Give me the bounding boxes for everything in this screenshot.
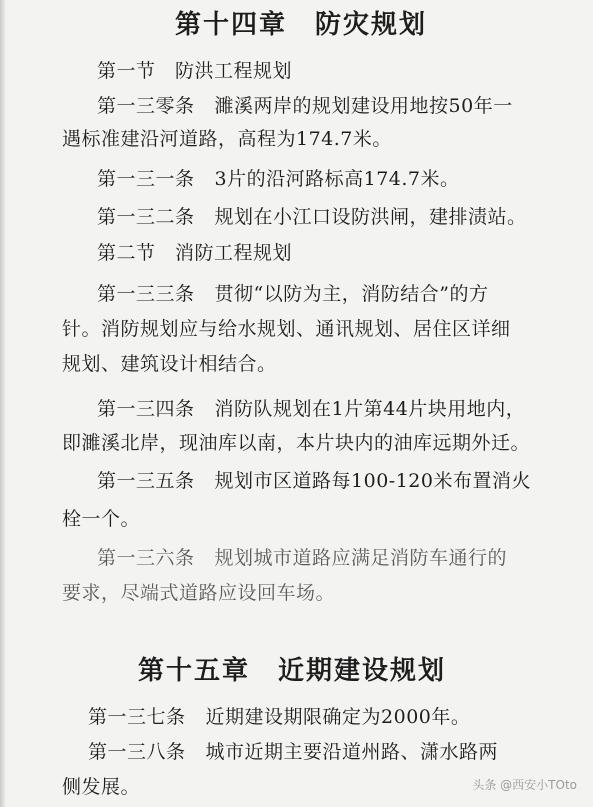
article-134 xyxy=(97,398,525,420)
page-edge-shadow xyxy=(0,0,6,807)
article-136 xyxy=(97,547,507,569)
article-130-number: 第一三零条 xyxy=(97,95,195,117)
article-133-text-2: 针。消防规划应与给水规划、通讯规划、居住区详细 xyxy=(62,318,511,340)
article-133-text-1: 贯彻“以防为主，消防结合”的方 xyxy=(214,283,489,305)
article-136-text-2: 要求，尽端式道路应设回车场。 xyxy=(62,582,336,604)
article-137-text-1: 近期建设期限确定为2000年。 xyxy=(205,706,471,728)
article-132-text-1: 规划在小江口设防洪闸，建排渍站。 xyxy=(214,206,527,228)
article-133-number: 第一三三条 xyxy=(97,283,195,305)
section-2-title: 第二节 消防工程规划 xyxy=(97,242,293,264)
chapter-14-title: 第十四章 防灾规划 xyxy=(175,10,428,40)
article-131-number: 第一三一条 xyxy=(97,168,195,190)
article-134-number: 第一三四条 xyxy=(97,398,195,420)
article-134-text-2: 即濉溪北岸，现油库以南，本片块内的油库远期外迁。 xyxy=(62,432,531,454)
article-130-text-2: 遇标准建沿河道路，高程为174.7米。 xyxy=(62,128,392,150)
watermark: 头条 @西安小TOto xyxy=(472,778,577,792)
article-134-text-1: 消防队规划在1片第44片块用地内， xyxy=(214,398,526,420)
article-138-number: 第一三八条 xyxy=(88,741,186,763)
article-138 xyxy=(88,741,498,763)
article-137 xyxy=(88,706,470,728)
section-1-title: 第一节 防洪工程规划 xyxy=(97,60,293,82)
article-136-number: 第一三六条 xyxy=(97,547,195,569)
article-135 xyxy=(97,470,531,492)
article-133-text-3: 规划、建筑设计相结合。 xyxy=(62,353,277,375)
article-135-text-2: 栓一个。 xyxy=(62,508,141,530)
article-131-text-1: 3片的沿河路标高174.7米。 xyxy=(214,168,460,190)
article-131 xyxy=(97,168,460,190)
article-137-number: 第一三七条 xyxy=(88,706,186,728)
article-130 xyxy=(97,95,513,117)
article-135-text-1: 规划市区道路每100-120米布置消火 xyxy=(214,470,531,492)
article-132 xyxy=(97,206,527,228)
article-133 xyxy=(97,283,488,305)
article-135-number: 第一三五条 xyxy=(97,470,195,492)
article-132-number: 第一三二条 xyxy=(97,206,195,228)
article-130-text-1: 濉溪两岸的规划建设用地按50年一 xyxy=(214,95,513,117)
article-138-text-1: 城市近期主要沿道州路、潇水路两 xyxy=(205,741,499,763)
chapter-15-title: 第十五章 近期建设规划 xyxy=(138,656,447,686)
article-138-text-2: 侧发展。 xyxy=(62,776,141,798)
article-136-text-1: 规划城市道路应满足消防车通行的 xyxy=(214,547,508,569)
